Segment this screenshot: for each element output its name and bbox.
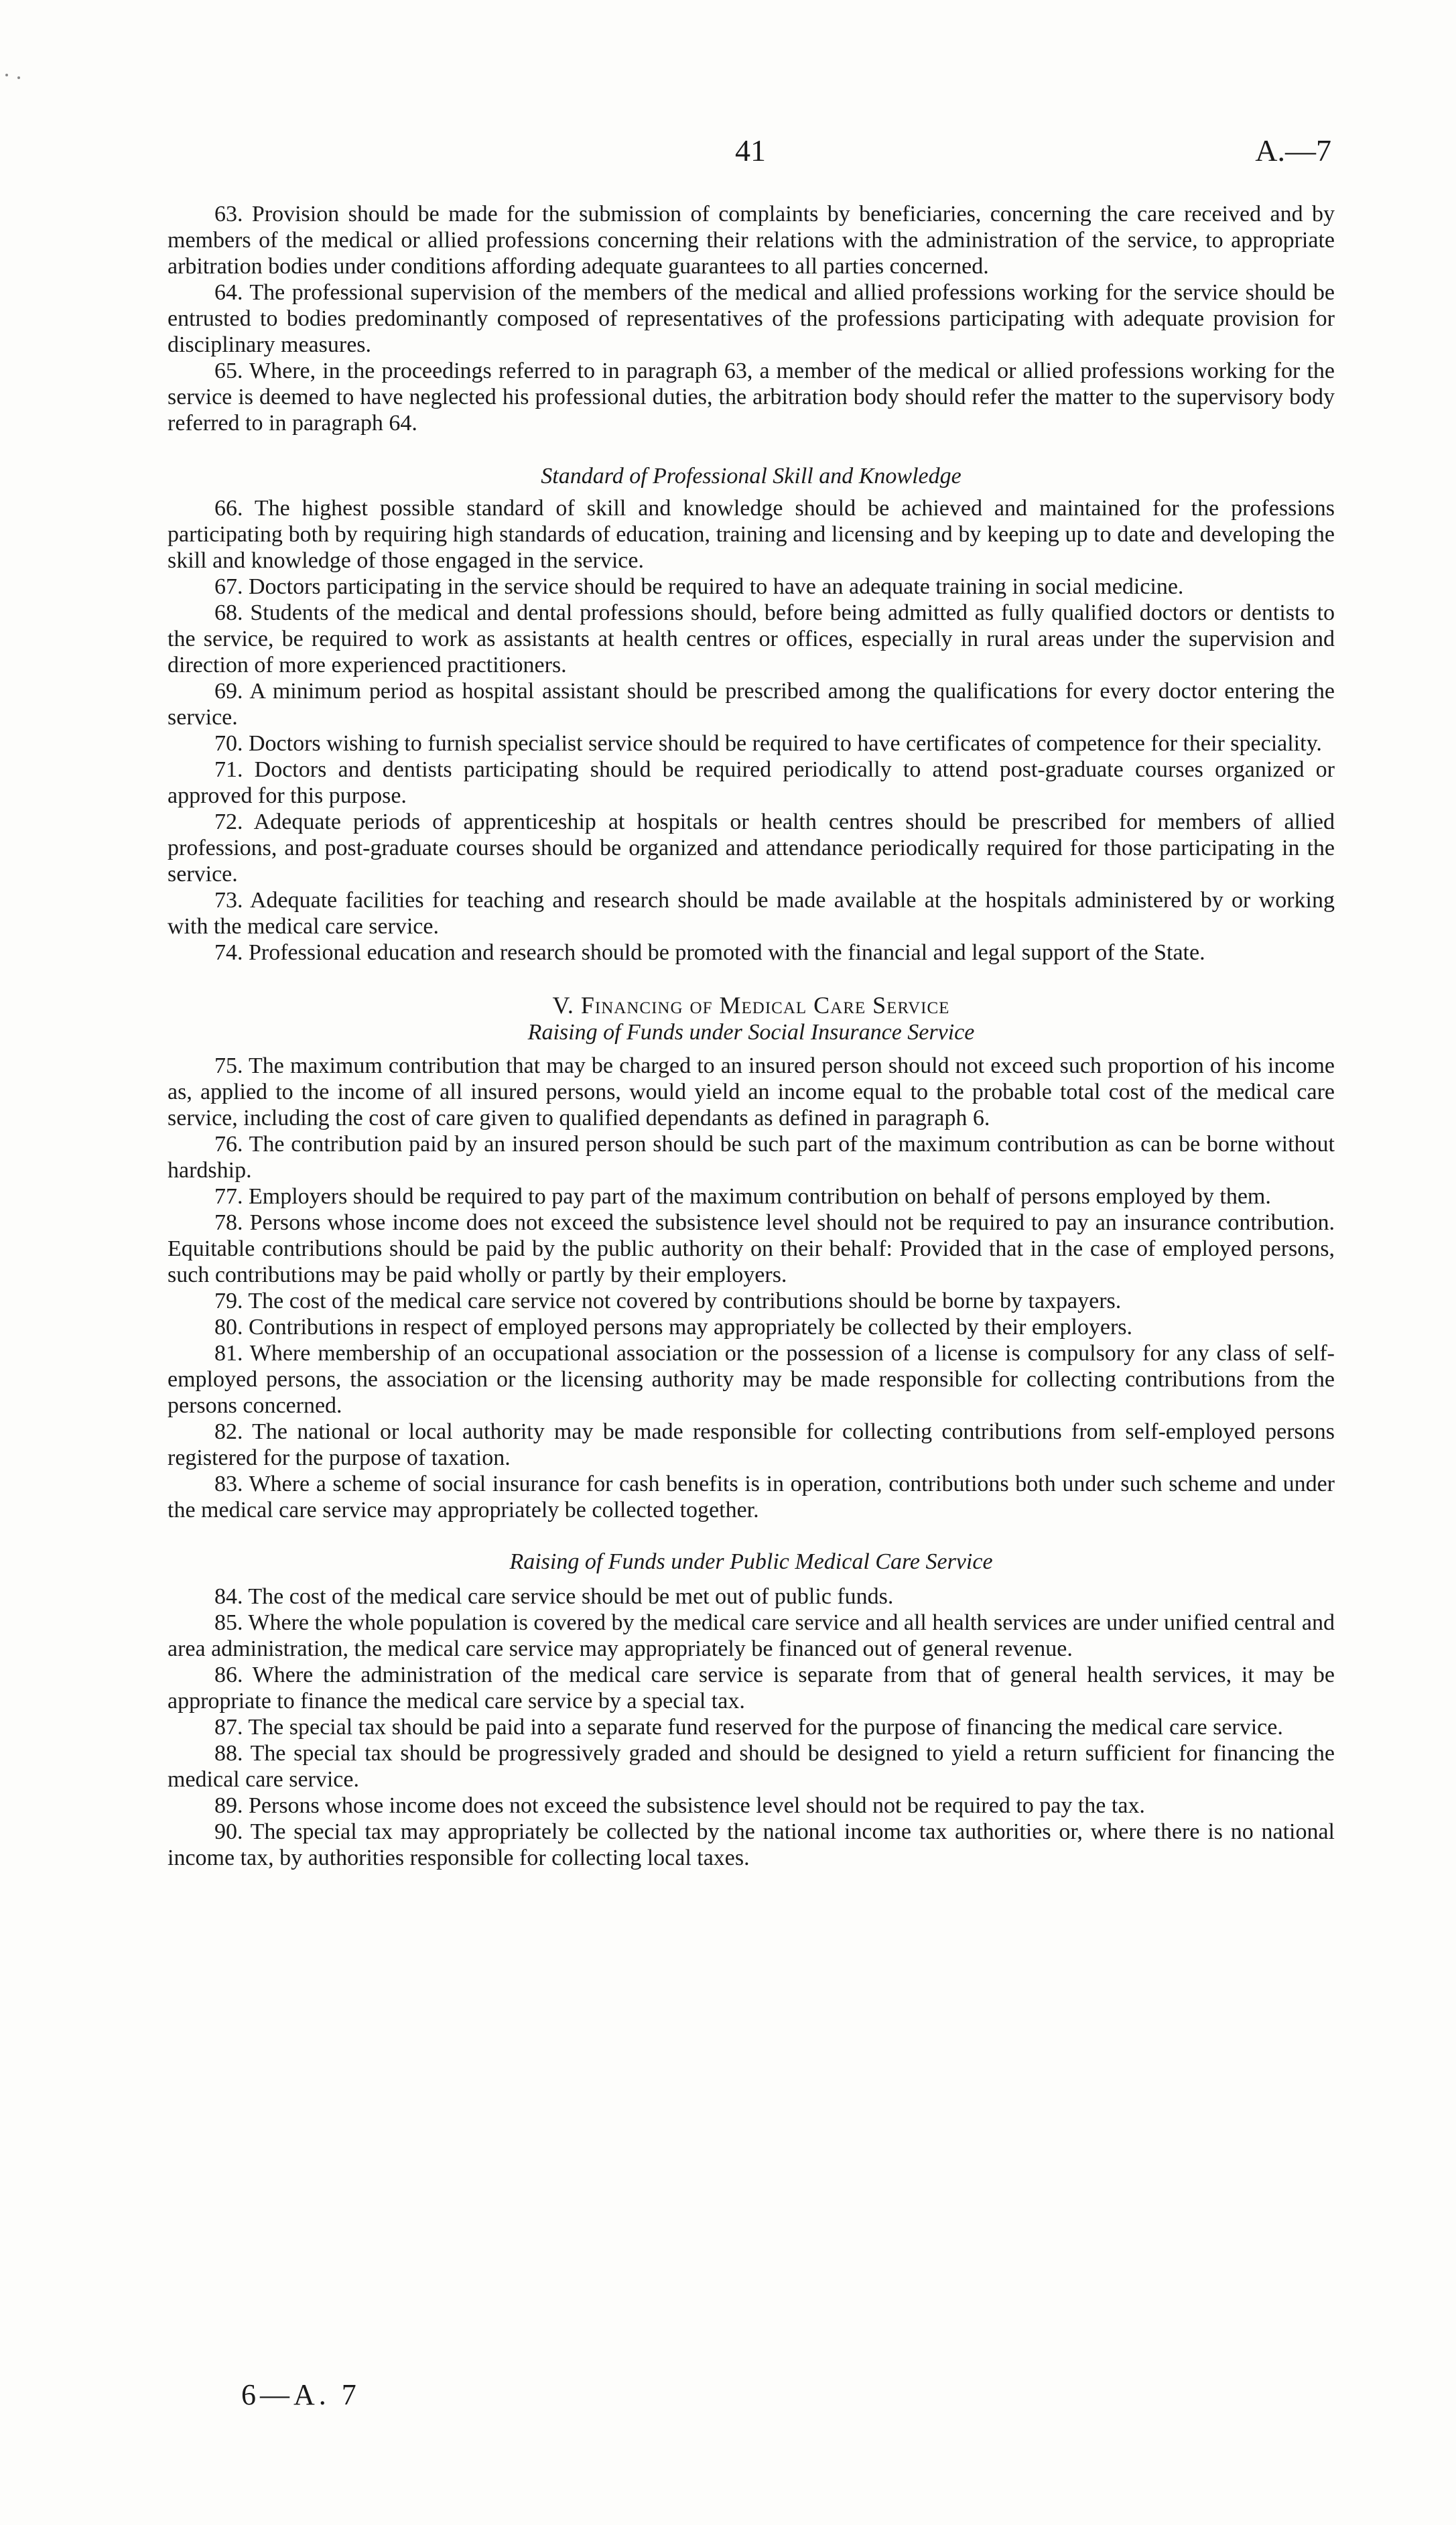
page-number: 41 [735,133,766,168]
paragraph: 78. Persons whose income does not exceed the subsistence level should not be required to pay an insurance contribution. Equitable contributions should be paid by the public authority on their behalf: Provided that in the case of employed persons, such contributions may be paid wholly or partly by their employers. [168,1210,1335,1287]
paragraph: 79. The cost of the medical care service not covered by contributions should be borne by taxpayers. [214,1289,1122,1313]
paragraph: 71. Doctors and dentists participating should be required periodically to attend post-graduate courses organized or approved for this purpose. [168,757,1335,808]
paragraph: 89. Persons whose income does not exceed the subsistence level should not be required to pay the tax. [214,1793,1145,1818]
paragraph-group-complaints [168,201,1335,436]
document-reference: A.—7 [1255,133,1331,168]
paragraph: 81. Where membership of an occupational association or the possession of a license is compulsory for any class of self-employed persons, the association or the licensing authority may be made responsible for collecting contributions from the persons concerned. [168,1341,1335,1418]
section-heading-social-insurance: Raising of Funds under Social Insurance Service [527,1020,975,1045]
paragraph: 83. Where a scheme of social insurance for cash benefits is in operation, contributions both under such scheme and under the medical care service may appropriately be collected together. [168,1472,1335,1523]
section-heading-public-service: Raising of Funds under Public Medical Care Service [509,1549,993,1574]
scan-speck [5,74,8,76]
chapter-heading [168,991,1335,1019]
paragraph: 88. The special tax should be progressively graded and should be designed to yield a return sufficient for financing the medical care service. [168,1741,1335,1792]
paragraph: 67. Doctors participating in the service should be required to have an adequate training in social medicine. [214,574,1184,599]
paragraph: 75. The maximum contribution that may be charged to an insured person should not exceed such proportion of his income as, applied to the income of all insured persons, would yield an income equal to the probable total cost of the medical care service, including the cost of care given to qualified dependants as defined in paragraph 6. [168,1053,1335,1130]
paragraph: 69. A minimum period as hospital assistant should be prescribed among the qualifications for every doctor entering the service. [168,679,1335,730]
paragraph: 82. The national or local authority may be made responsible for collecting contributions from self-employed persons registered for the purpose of taxation. [168,1419,1335,1470]
section-heading-standard: Standard of Professional Skill and Knowledge [541,464,962,489]
scan-speck [17,76,20,79]
paragraph: 86. Where the administration of the medical care service is separate from that of general health services, it may be appropriate to finance the medical care service by a special tax. [168,1663,1335,1713]
paragraph: 70. Doctors wishing to furnish specialist service should be required to have certificates of competence for their speciality. [214,731,1322,756]
page-body [168,201,1335,1871]
paragraph-group-social-insurance [168,1053,1335,1523]
paragraph: 85. Where the whole population is covered by the medical care service and all health services are under unified central and area administration, the medical care service may appropriately be financed out of general revenue. [168,1610,1335,1661]
chapter-title: Financing of Medical Care Service [580,992,950,1019]
paragraph-group-standard [168,495,1335,966]
paragraph: 80. Contributions in respect of employed persons may appropriately be collected by their employers. [214,1315,1133,1340]
paragraph: 72. Adequate periods of apprenticeship at hospitals or health centres should be prescribed for members of allied professions, and post-graduate courses should be organized and attendance periodically required for those participating in the service. [168,810,1335,887]
paragraph: 66. The highest possible standard of skill and knowledge should be achieved and maintained for the professions participating both by requiring high standards of education, training and licensing and by keeping up to date and developing the skill and knowledge of those engaged in the service. [168,496,1335,573]
paragraph: 63. Provision should be made for the submission of complaints by beneficiaries, concerning the care received and by members of the medical or allied professions concerning their relations with the administration of the service, to appropriate arbitration bodies under conditions affording adequate guarantees to all parties concerned. [168,202,1335,279]
paragraph: 76. The contribution paid by an insured person should be such part of the maximum contribution as can be borne without hardship. [168,1132,1335,1183]
chapter-numeral: V. [552,992,574,1019]
paragraph: 64. The professional supervision of the members of the medical and allied professions working for the service should be entrusted to bodies predominantly composed of representatives of the professions participating with adequate provision for disciplinary measures. [168,280,1335,357]
printer-signature: 6—A. 7 [241,2378,360,2411]
paragraph: 77. Employers should be required to pay part of the maximum contribution on behalf of persons employed by them. [214,1184,1271,1209]
paragraph: 73. Adequate facilities for teaching and research should be made available at the hospitals administered by or working with the medical care service. [168,888,1335,939]
paragraph: 87. The special tax should be paid into a separate fund reserved for the purpose of financing the medical care service. [214,1715,1283,1740]
paragraph: 68. Students of the medical and dental professions should, before being admitted as fully qualified doctors or dentists to the service, be required to work as assistants at health centres or offices, especially in rural areas under the supervision and direction of more experienced practitioners. [168,600,1335,677]
paragraph: 74. Professional education and research should be promoted with the financial and legal support of the State. [214,940,1205,965]
page-header [0,133,1456,186]
paragraph: 84. The cost of the medical care service should be met out of public funds. [214,1584,894,1609]
paragraph: 90. The special tax may appropriately be collected by the national income tax authorities or, where there is no national income tax, by authorities responsible for collecting local taxes. [168,1819,1335,1870]
paragraph: 65. Where, in the proceedings referred to in paragraph 63, a member of the medical or allied professions working for the service is deemed to have neglected his professional duties, the arbitration body should refer the matter to the supervisory body referred to in paragraph 64. [168,359,1335,436]
paragraph-group-public-service [168,1583,1335,1871]
